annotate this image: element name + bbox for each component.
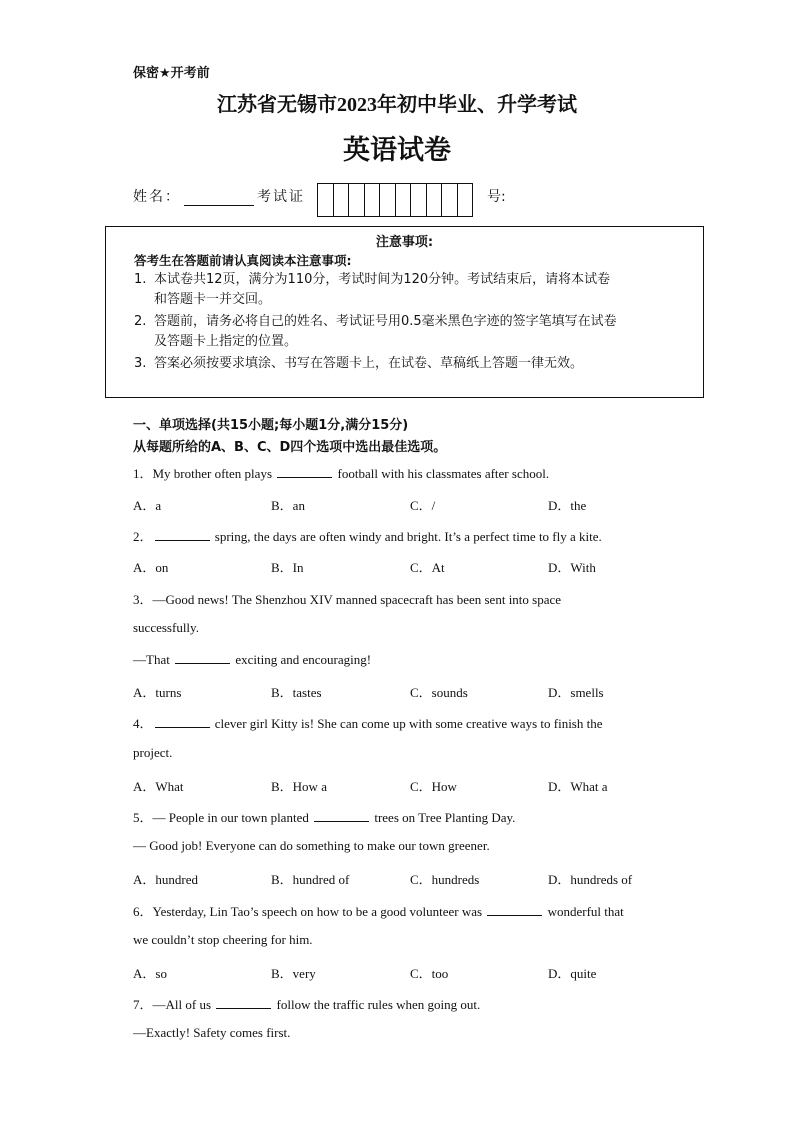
id-digit-box bbox=[380, 184, 396, 216]
id-digit-box bbox=[318, 184, 334, 216]
notice-item-text: 和答题卡一并交回。 bbox=[154, 292, 272, 307]
option-b: B．In bbox=[271, 560, 304, 575]
notice-intro: 答考生在答题前请认真阅读本注意事项: bbox=[134, 253, 352, 268]
notice-item-text: 本试卷共12页，满分为110分，考试时间为120分钟。考试结束后，请将本试卷 bbox=[154, 272, 611, 287]
id-digit-box bbox=[458, 184, 473, 216]
option-d: D．the bbox=[548, 498, 587, 513]
notice-item bbox=[134, 312, 617, 352]
id-digit-box bbox=[427, 184, 443, 216]
exam-id-boxes bbox=[317, 183, 473, 217]
answer-blank bbox=[155, 715, 210, 728]
option-c: C．/ bbox=[410, 498, 436, 513]
name-label: 姓名： bbox=[133, 189, 181, 205]
candidate-info-row bbox=[133, 186, 305, 206]
option-d: D．With bbox=[548, 560, 596, 575]
option-d: D．quite bbox=[548, 966, 597, 981]
option-b: B．hundred of bbox=[271, 872, 350, 887]
option-a: A．so bbox=[133, 966, 167, 981]
question-text: 7．—All of us follow the traffic rules when going out. bbox=[133, 997, 481, 1012]
question-text: project. bbox=[133, 745, 173, 760]
id-digit-box bbox=[365, 184, 381, 216]
option-d: D．smells bbox=[548, 685, 604, 700]
notice-item-number: 2. bbox=[134, 314, 147, 329]
answer-blank bbox=[314, 809, 369, 822]
option-c: C．too bbox=[410, 966, 449, 981]
option-a: A．on bbox=[133, 560, 169, 575]
notice-box bbox=[105, 226, 704, 398]
name-blank bbox=[184, 191, 254, 206]
notice-item bbox=[134, 354, 583, 374]
answer-blank bbox=[175, 651, 230, 664]
id-digit-box bbox=[411, 184, 427, 216]
section-heading: 一、单项选择(共15小题;每小题1分,满分15分) bbox=[133, 418, 409, 433]
option-b: B．very bbox=[271, 966, 316, 981]
question-text: we couldn’t stop cheering for him. bbox=[133, 932, 313, 947]
option-b: B．an bbox=[271, 498, 305, 513]
option-d: D．hundreds of bbox=[548, 872, 633, 887]
id-digit-box bbox=[396, 184, 412, 216]
answer-blank bbox=[487, 903, 542, 916]
option-a: A．a bbox=[133, 498, 162, 513]
answer-blank bbox=[216, 996, 271, 1009]
exam-id-suffix: 号: bbox=[487, 189, 506, 205]
option-c: C．At bbox=[410, 560, 445, 575]
option-b: B．How a bbox=[271, 779, 327, 794]
notice-item bbox=[134, 270, 610, 310]
notice-title: 注意事项: bbox=[375, 235, 434, 250]
option-c: C．sounds bbox=[410, 685, 468, 700]
notice-item-text: 答题前，请务必将自己的姓名、考试证号用0.5毫米黑色字迹的签字笔填写在试卷 bbox=[154, 314, 617, 329]
question-text: 1．My brother often plays football with his classmates after school. bbox=[133, 466, 550, 481]
id-digit-box bbox=[349, 184, 365, 216]
question-text: —That exciting and encouraging! bbox=[133, 652, 372, 667]
option-a: A．hundred bbox=[133, 872, 198, 887]
option-c: C．How bbox=[410, 779, 457, 794]
option-a: A．turns bbox=[133, 685, 182, 700]
notice-item-number: 3. bbox=[134, 356, 147, 371]
id-digit-box bbox=[442, 184, 458, 216]
confidential-label: 保密★开考前 bbox=[133, 66, 210, 81]
question-text: — Good job! Everyone can do something to make our town greener. bbox=[133, 838, 490, 853]
question-text: 6．Yesterday, Lin Tao’s speech on how to be a good volunteer was wonderful that bbox=[133, 904, 624, 919]
exam-id-label: 考试证 bbox=[257, 189, 305, 205]
section-instruction: 从每题所给的A、B、C、D四个选项中选出最佳选项。 bbox=[133, 440, 447, 455]
question-text: 2． spring, the days are often windy and bright. It’s a perfect time to fly a kite. bbox=[133, 529, 602, 544]
question-text: 5．— People in our town planted trees on Tree Planting Day. bbox=[133, 810, 516, 825]
question-text: 3．—Good news! The Shenzhou XIV manned spacecraft has been sent into space bbox=[133, 592, 562, 607]
answer-blank bbox=[155, 528, 210, 541]
option-c: C．hundreds bbox=[410, 872, 480, 887]
option-b: B．tastes bbox=[271, 685, 322, 700]
notice-item-text: 及答题卡上指定的位置。 bbox=[154, 334, 298, 349]
question-text: —Exactly! Safety comes first. bbox=[133, 1025, 291, 1040]
notice-item-number: 1. bbox=[134, 272, 147, 287]
question-text: successfully. bbox=[133, 620, 199, 635]
option-d: D．What a bbox=[548, 779, 608, 794]
subject-title: 英语试卷 bbox=[343, 135, 451, 165]
option-a: A．What bbox=[133, 779, 184, 794]
question-text: 4． clever girl Kitty is! She can come up with some creative ways to finish the bbox=[133, 716, 603, 731]
id-digit-box bbox=[334, 184, 350, 216]
answer-blank bbox=[277, 465, 332, 478]
notice-item-text: 答案必须按要求填涂、书写在答题卡上，在试卷、草稿纸上答题一律无效。 bbox=[154, 356, 584, 371]
exam-title: 江苏省无锡市2023年初中毕业、升学考试 bbox=[217, 94, 577, 116]
